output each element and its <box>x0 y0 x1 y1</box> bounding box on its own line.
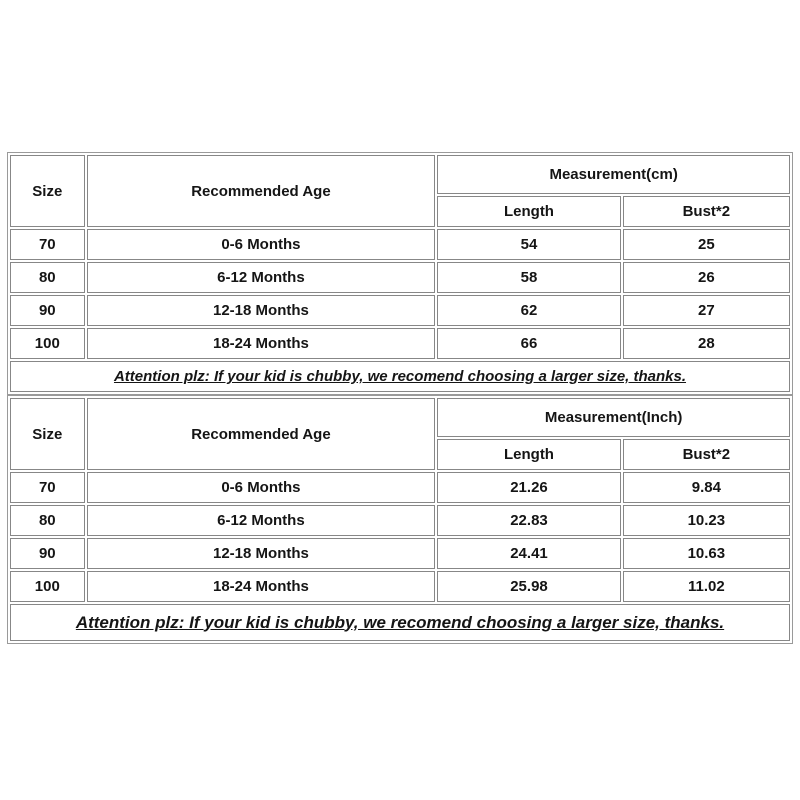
cell-length: 54 <box>437 229 620 260</box>
table-row <box>10 505 790 536</box>
cell-age: 18-24 Months <box>87 571 436 602</box>
cell-bust: 10.63 <box>623 538 790 569</box>
cell-length: 24.41 <box>437 538 620 569</box>
cell-age: 0-6 Months <box>87 229 436 260</box>
table-row <box>10 472 790 503</box>
measurement-header-inch: Measurement(Inch) <box>437 398 790 437</box>
cell-bust: 26 <box>623 262 790 293</box>
cell-length: 58 <box>437 262 620 293</box>
header-row-inch <box>10 398 790 437</box>
cell-size: 100 <box>10 328 85 359</box>
cell-length: 25.98 <box>437 571 620 602</box>
size-table-cm <box>7 152 793 395</box>
cell-size: 100 <box>10 571 85 602</box>
cell-length: 62 <box>437 295 620 326</box>
note-row-inch <box>10 604 790 641</box>
table-row <box>10 295 790 326</box>
cell-bust: 25 <box>623 229 790 260</box>
column-header-length: Length <box>437 196 620 227</box>
table-row <box>10 538 790 569</box>
cell-size: 90 <box>10 538 85 569</box>
cell-age: 12-18 Months <box>87 538 436 569</box>
attention-note-cm: Attention plz: If your kid is chubby, we recomend choosing a larger size, thanks. <box>10 361 790 392</box>
table-row <box>10 229 790 260</box>
note-row-cm <box>10 361 790 392</box>
cell-bust: 11.02 <box>623 571 790 602</box>
cell-length: 21.26 <box>437 472 620 503</box>
size-table-inch <box>7 395 793 644</box>
column-header-age: Recommended Age <box>87 155 436 227</box>
cell-bust: 27 <box>623 295 790 326</box>
cell-size: 90 <box>10 295 85 326</box>
column-header-bust: Bust*2 <box>623 196 790 227</box>
cell-bust: 9.84 <box>623 472 790 503</box>
cell-size: 70 <box>10 229 85 260</box>
column-header-bust: Bust*2 <box>623 439 790 470</box>
cell-size: 80 <box>10 505 85 536</box>
attention-note-inch: Attention plz: If your kid is chubby, we recomend choosing a larger size, thanks. <box>10 604 790 641</box>
column-header-age: Recommended Age <box>87 398 436 470</box>
column-header-size: Size <box>10 155 85 227</box>
cell-bust: 10.23 <box>623 505 790 536</box>
table-row <box>10 571 790 602</box>
column-header-size: Size <box>10 398 85 470</box>
size-chart <box>7 152 793 644</box>
cell-size: 70 <box>10 472 85 503</box>
cell-age: 6-12 Months <box>87 505 436 536</box>
cell-bust: 28 <box>623 328 790 359</box>
cell-length: 22.83 <box>437 505 620 536</box>
cell-size: 80 <box>10 262 85 293</box>
header-row-cm <box>10 155 790 194</box>
cell-age: 18-24 Months <box>87 328 436 359</box>
cell-length: 66 <box>437 328 620 359</box>
table-row <box>10 328 790 359</box>
cell-age: 0-6 Months <box>87 472 436 503</box>
measurement-header-cm: Measurement(cm) <box>437 155 790 194</box>
column-header-length: Length <box>437 439 620 470</box>
table-row <box>10 262 790 293</box>
cell-age: 12-18 Months <box>87 295 436 326</box>
cell-age: 6-12 Months <box>87 262 436 293</box>
